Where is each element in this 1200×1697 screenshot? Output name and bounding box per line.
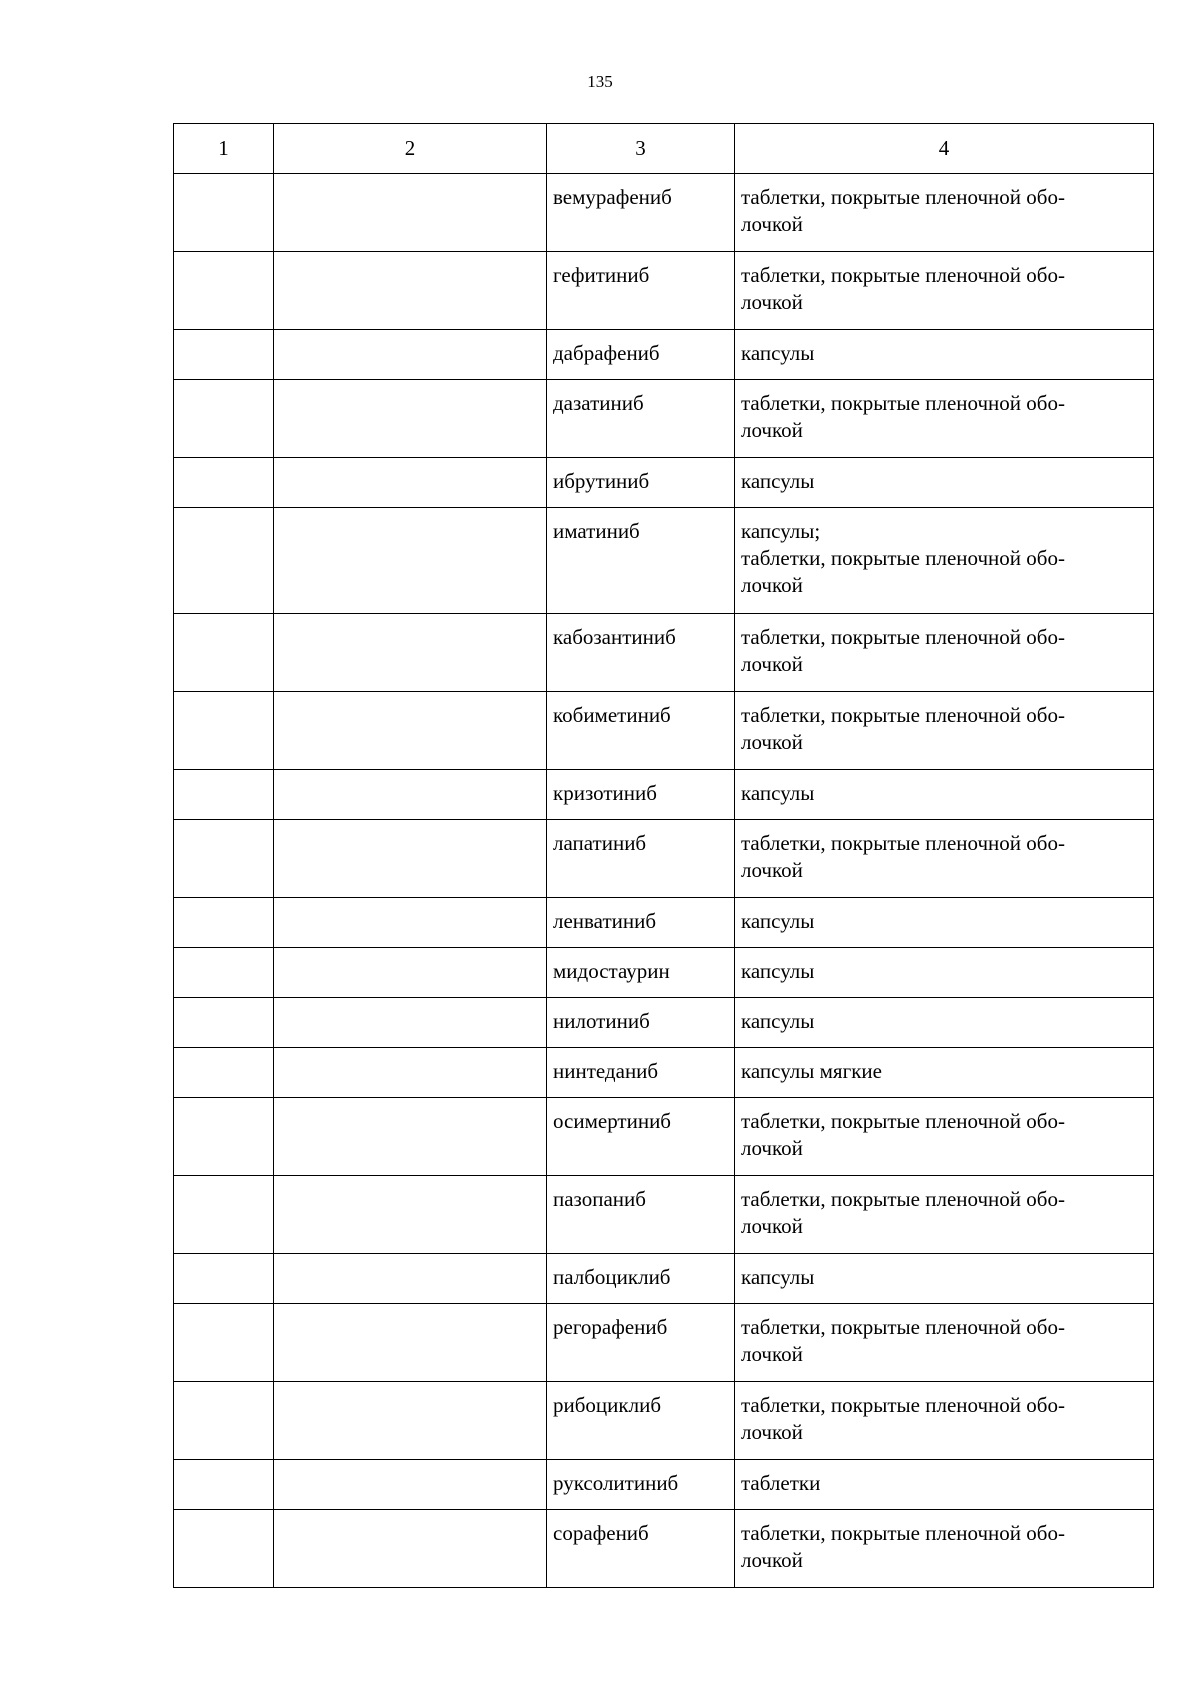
substance-cell: кризотиниб — [547, 770, 735, 820]
table-row — [174, 508, 1154, 614]
table-row — [174, 820, 1154, 898]
substance-cell: иматиниб — [547, 508, 735, 614]
dosage-form-cell: таблетки, покрытые пленочной обо- лочкой — [735, 1176, 1154, 1254]
cell-col2 — [274, 1176, 547, 1254]
cell-col1 — [174, 948, 274, 998]
dosage-form-cell: таблетки, покрытые пленочной обо- лочкой — [735, 820, 1154, 898]
dosage-form-cell: капсулы — [735, 1254, 1154, 1304]
table-row — [174, 770, 1154, 820]
cell-col2 — [274, 252, 547, 330]
substance-cell: дабрафениб — [547, 330, 735, 380]
substance-cell: ибрутиниб — [547, 458, 735, 508]
cell-col1 — [174, 1460, 274, 1510]
cell-col1 — [174, 998, 274, 1048]
header-col-2: 2 — [274, 124, 547, 174]
cell-col2 — [274, 692, 547, 770]
table-row — [174, 1048, 1154, 1098]
substance-cell: нинтеданиб — [547, 1048, 735, 1098]
cell-col2 — [274, 1048, 547, 1098]
cell-col2 — [274, 330, 547, 380]
dosage-form-cell: таблетки, покрытые пленочной обо- лочкой — [735, 1304, 1154, 1382]
cell-col2 — [274, 458, 547, 508]
cell-col2 — [274, 1304, 547, 1382]
dosage-form-cell: таблетки, покрытые пленочной обо- лочкой — [735, 1098, 1154, 1176]
cell-col2 — [274, 1460, 547, 1510]
substance-cell: гефитиниб — [547, 252, 735, 330]
table-row — [174, 330, 1154, 380]
substance-cell: мидостаурин — [547, 948, 735, 998]
cell-col1 — [174, 692, 274, 770]
dosage-form-cell: таблетки, покрытые пленочной обо- лочкой — [735, 380, 1154, 458]
dosage-form-cell: таблетки, покрытые пленочной обо- лочкой — [735, 1382, 1154, 1460]
table-row — [174, 1176, 1154, 1254]
header-row — [174, 124, 1154, 174]
table-row — [174, 174, 1154, 252]
cell-col1 — [174, 458, 274, 508]
substance-cell: регорафениб — [547, 1304, 735, 1382]
cell-col1 — [174, 174, 274, 252]
substance-cell: кабозантиниб — [547, 614, 735, 692]
cell-col1 — [174, 1098, 274, 1176]
substance-cell: руксолитиниб — [547, 1460, 735, 1510]
table-row — [174, 1460, 1154, 1510]
cell-col1 — [174, 252, 274, 330]
cell-col2 — [274, 998, 547, 1048]
dosage-form-cell: таблетки, покрытые пленочной обо- лочкой — [735, 174, 1154, 252]
table-row — [174, 948, 1154, 998]
cell-col1 — [174, 770, 274, 820]
cell-col1 — [174, 1254, 274, 1304]
substance-cell: рибоциклиб — [547, 1382, 735, 1460]
cell-col1 — [174, 614, 274, 692]
cell-col1 — [174, 820, 274, 898]
cell-col1 — [174, 1048, 274, 1098]
header-col-3: 3 — [547, 124, 735, 174]
dosage-form-cell: таблетки, покрытые пленочной обо- лочкой — [735, 1510, 1154, 1588]
header-col-1: 1 — [174, 124, 274, 174]
table-row — [174, 380, 1154, 458]
medication-table — [173, 123, 1154, 1588]
table-row — [174, 1098, 1154, 1176]
table-header — [174, 124, 1154, 174]
dosage-form-cell: капсулы мягкие — [735, 1048, 1154, 1098]
table-row — [174, 898, 1154, 948]
table-body — [174, 174, 1154, 1588]
table-row — [174, 998, 1154, 1048]
cell-col1 — [174, 1176, 274, 1254]
cell-col2 — [274, 614, 547, 692]
table-row — [174, 252, 1154, 330]
dosage-form-cell: капсулы; таблетки, покрытые пленочной обо- лочкой — [735, 508, 1154, 614]
dosage-form-cell: капсулы — [735, 770, 1154, 820]
substance-cell: лапатиниб — [547, 820, 735, 898]
substance-cell: пазопаниб — [547, 1176, 735, 1254]
dosage-form-cell: таблетки, покрытые пленочной обо- лочкой — [735, 692, 1154, 770]
table-row — [174, 1510, 1154, 1588]
substance-cell: дазатиниб — [547, 380, 735, 458]
cell-col2 — [274, 508, 547, 614]
cell-col2 — [274, 1510, 547, 1588]
table-row — [174, 1254, 1154, 1304]
cell-col1 — [174, 1382, 274, 1460]
cell-col1 — [174, 1510, 274, 1588]
cell-col1 — [174, 380, 274, 458]
substance-cell: кобиметиниб — [547, 692, 735, 770]
cell-col2 — [274, 770, 547, 820]
substance-cell: палбоциклиб — [547, 1254, 735, 1304]
dosage-form-cell: таблетки, покрытые пленочной обо- лочкой — [735, 614, 1154, 692]
table-row — [174, 614, 1154, 692]
cell-col2 — [274, 898, 547, 948]
cell-col2 — [274, 948, 547, 998]
cell-col1 — [174, 898, 274, 948]
dosage-form-cell: капсулы — [735, 330, 1154, 380]
table-row — [174, 1304, 1154, 1382]
substance-cell: нилотиниб — [547, 998, 735, 1048]
substance-cell: осимертиниб — [547, 1098, 735, 1176]
substance-cell: ленватиниб — [547, 898, 735, 948]
dosage-form-cell: капсулы — [735, 948, 1154, 998]
dosage-form-cell: капсулы — [735, 998, 1154, 1048]
table-row — [174, 1382, 1154, 1460]
cell-col2 — [274, 1254, 547, 1304]
dosage-form-cell: капсулы — [735, 458, 1154, 508]
cell-col2 — [274, 174, 547, 252]
dosage-form-cell: таблетки — [735, 1460, 1154, 1510]
page-number: 135 — [587, 72, 613, 91]
substance-cell: вемурафениб — [547, 174, 735, 252]
cell-col2 — [274, 1098, 547, 1176]
cell-col1 — [174, 330, 274, 380]
dosage-form-cell: капсулы — [735, 898, 1154, 948]
cell-col2 — [274, 820, 547, 898]
dosage-form-cell: таблетки, покрытые пленочной обо- лочкой — [735, 252, 1154, 330]
table-row — [174, 458, 1154, 508]
cell-col2 — [274, 1382, 547, 1460]
header-col-4: 4 — [735, 124, 1154, 174]
cell-col1 — [174, 508, 274, 614]
cell-col2 — [274, 380, 547, 458]
table-row — [174, 692, 1154, 770]
cell-col1 — [174, 1304, 274, 1382]
substance-cell: сорафениб — [547, 1510, 735, 1588]
